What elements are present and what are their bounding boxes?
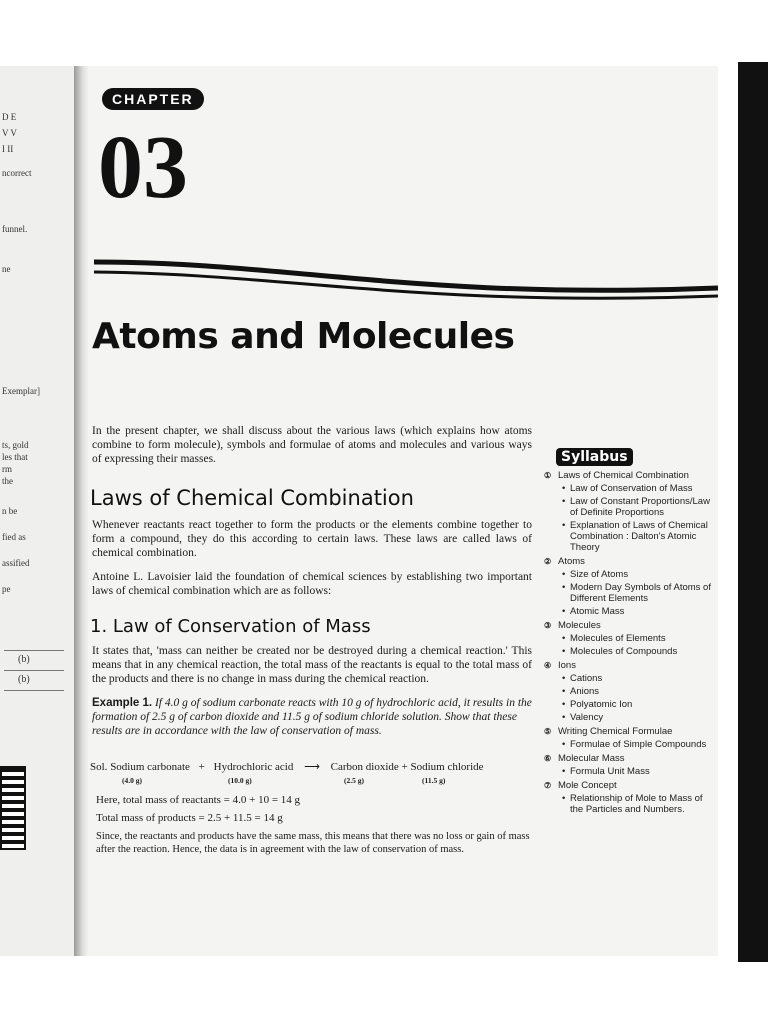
- syllabus-section-number: ②: [544, 557, 552, 566]
- left-fragment-text: funnel.: [2, 224, 28, 234]
- photo-background-bottom: [0, 958, 768, 1024]
- solution-label: Sol.: [90, 761, 108, 773]
- syllabus-section: [540, 620, 716, 631]
- mass-value: (11.5 g): [422, 776, 446, 785]
- syllabus-section-number: ④: [544, 661, 552, 670]
- qr-code-icon: [0, 766, 26, 850]
- syllabus-section: [540, 753, 716, 764]
- product-name: Sodium chloride: [410, 761, 484, 773]
- plus-sign: +: [401, 761, 408, 773]
- example-text: If 4.0 g of sodium carbonate reacts with 10 g of hydrochloric acid, it results in the formation of 2.5 g of carbon dioxide and 11.5 g of sodium chloride solution. Show that these results are in accordance with the law of conservation of mass.: [92, 697, 532, 737]
- left-fragment-text: n be: [2, 506, 18, 516]
- solution-line: Here, total mass of reactants = 4.0 + 10 = 14 g: [96, 794, 301, 806]
- syllabus-item: • Polyatomic Ion: [540, 699, 716, 710]
- syllabus-box: [540, 448, 716, 815]
- syllabus-item: • Valency: [540, 712, 716, 723]
- syllabus-section-number: ⑥: [544, 754, 552, 763]
- example-label: Example 1.: [92, 697, 153, 709]
- syllabus-item: • Molecules of Elements: [540, 633, 716, 644]
- mass-value: (4.0 g): [122, 776, 142, 785]
- left-fragment-text: assified: [2, 558, 30, 568]
- syllabus-section: [540, 556, 716, 567]
- syllabus-item: • Explanation of Laws of Chemical Combination : Dalton's Atomic Theory: [540, 520, 716, 553]
- left-table-rule: [4, 650, 64, 651]
- left-fragment-text: the: [2, 476, 13, 486]
- syllabus-item: • Law of Constant Proportions/Law of Definite Proportions: [540, 496, 716, 518]
- reaction-arrow: ⟶: [304, 761, 320, 773]
- syllabus-section-label: Mole Concept: [558, 780, 617, 791]
- left-table-cell: (b): [18, 674, 30, 685]
- left-fragment-text: I II: [2, 144, 14, 154]
- photo-background-top: [0, 0, 768, 66]
- mass-value: (10.0 g): [228, 776, 252, 785]
- left-page-fragment: [0, 66, 74, 956]
- reactant-name: Hydrochloric acid: [213, 761, 294, 773]
- syllabus-item: • Cations: [540, 673, 716, 684]
- left-table-cell: (b): [18, 654, 30, 665]
- left-fragment-text: fied as: [2, 532, 26, 542]
- syllabus-item: • Anions: [540, 686, 716, 697]
- left-fragment-text: V V: [2, 128, 17, 138]
- solution-line: Total mass of products = 2.5 + 11.5 = 14 g: [96, 812, 283, 824]
- syllabus-item: • Formula Unit Mass: [540, 766, 716, 777]
- left-table-rule: [4, 670, 64, 671]
- syllabus-section-label: Molecular Mass: [558, 753, 625, 764]
- syllabus-section-number: ③: [544, 621, 552, 630]
- subsection-paragraph: It states that, 'mass can neither be created nor be destroyed during a chemical reaction.' This means that in any chemical reaction, the total mass of the reactants is equal to the total mass of the products and there is no change in mass during the chemical reaction.: [92, 645, 532, 685]
- syllabus-section: [540, 470, 716, 481]
- left-fragment-text: les that: [2, 452, 28, 462]
- syllabus-item: • Atomic Mass: [540, 606, 716, 617]
- mass-value: (2.5 g): [344, 776, 364, 785]
- syllabus-list: [540, 470, 716, 815]
- left-fragment-text: ts, gold: [2, 440, 29, 450]
- intro-paragraph: In the present chapter, we shall discuss about the various laws (which explains how atoms combine to form molecule), symbols and formulae of atoms and molecules and various ways of expressing their masses.: [92, 425, 532, 465]
- reactant-name: Sodium carbonate: [110, 761, 190, 773]
- chapter-label: CHAPTER: [102, 88, 204, 110]
- plus-sign: +: [198, 761, 205, 773]
- syllabus-item: • Formulae of Simple Compounds: [540, 739, 716, 750]
- syllabus-section-label: Molecules: [558, 620, 601, 631]
- syllabus-item: • Law of Conservation of Mass: [540, 483, 716, 494]
- left-fragment-text: Exemplar]: [2, 386, 40, 396]
- left-fragment-text: D E: [2, 112, 17, 122]
- syllabus-section-number: ⑦: [544, 781, 552, 790]
- left-fragment-text: ne: [2, 264, 11, 274]
- left-fragment-text: rm: [2, 464, 12, 474]
- left-fragment-text: ncorrect: [2, 168, 32, 178]
- left-fragment-text: pe: [2, 584, 11, 594]
- syllabus-item: • Relationship of Mole to Mass of the Particles and Numbers.: [540, 793, 716, 815]
- chapter-number: 03: [98, 118, 188, 217]
- syllabus-title: Syllabus: [556, 448, 633, 466]
- solution-conclusion: Since, the reactants and products have the same mass, this means that there was no loss or gain of mass after the reaction. Hence, the data is in agreement with the law of conservation of mass.: [96, 831, 530, 855]
- section-heading: Laws of Chemical Combination: [90, 486, 414, 510]
- textbook-page: [88, 66, 718, 956]
- syllabus-item: • Size of Atoms: [540, 569, 716, 580]
- syllabus-section: [540, 726, 716, 737]
- syllabus-section-number: ①: [544, 471, 552, 480]
- subsection-heading: 1. Law of Conservation of Mass: [90, 616, 371, 637]
- reaction-equation: [90, 760, 484, 773]
- syllabus-section-label: Ions: [558, 660, 576, 671]
- decorative-wave-rule: [88, 252, 718, 312]
- left-table-rule: [4, 690, 64, 691]
- syllabus-item: • Modern Day Symbols of Atoms of Different Elements: [540, 582, 716, 604]
- section-paragraph: Whenever reactants react together to form the products or the elements combine together to form a compound, they do this according to certain laws. These laws are called laws of chemical combination.: [92, 519, 532, 559]
- syllabus-section-label: Laws of Chemical Combination: [558, 470, 689, 481]
- example-block: [92, 696, 532, 738]
- book-gutter: [74, 66, 88, 956]
- syllabus-section: [540, 660, 716, 671]
- chapter-title: Atoms and Molecules: [92, 316, 515, 357]
- syllabus-section-label: Atoms: [558, 556, 585, 567]
- syllabus-section: [540, 780, 716, 791]
- section-paragraph: Antoine L. Lavoisier laid the foundation of chemical sciences by establishing two important laws of chemical combination which are as follows:: [92, 571, 532, 597]
- syllabus-section-number: ⑤: [544, 727, 552, 736]
- photo-shadow-edge: [738, 62, 768, 962]
- syllabus-item: • Molecules of Compounds: [540, 646, 716, 657]
- product-name: Carbon dioxide: [330, 761, 399, 773]
- syllabus-section-label: Writing Chemical Formulae: [558, 726, 673, 737]
